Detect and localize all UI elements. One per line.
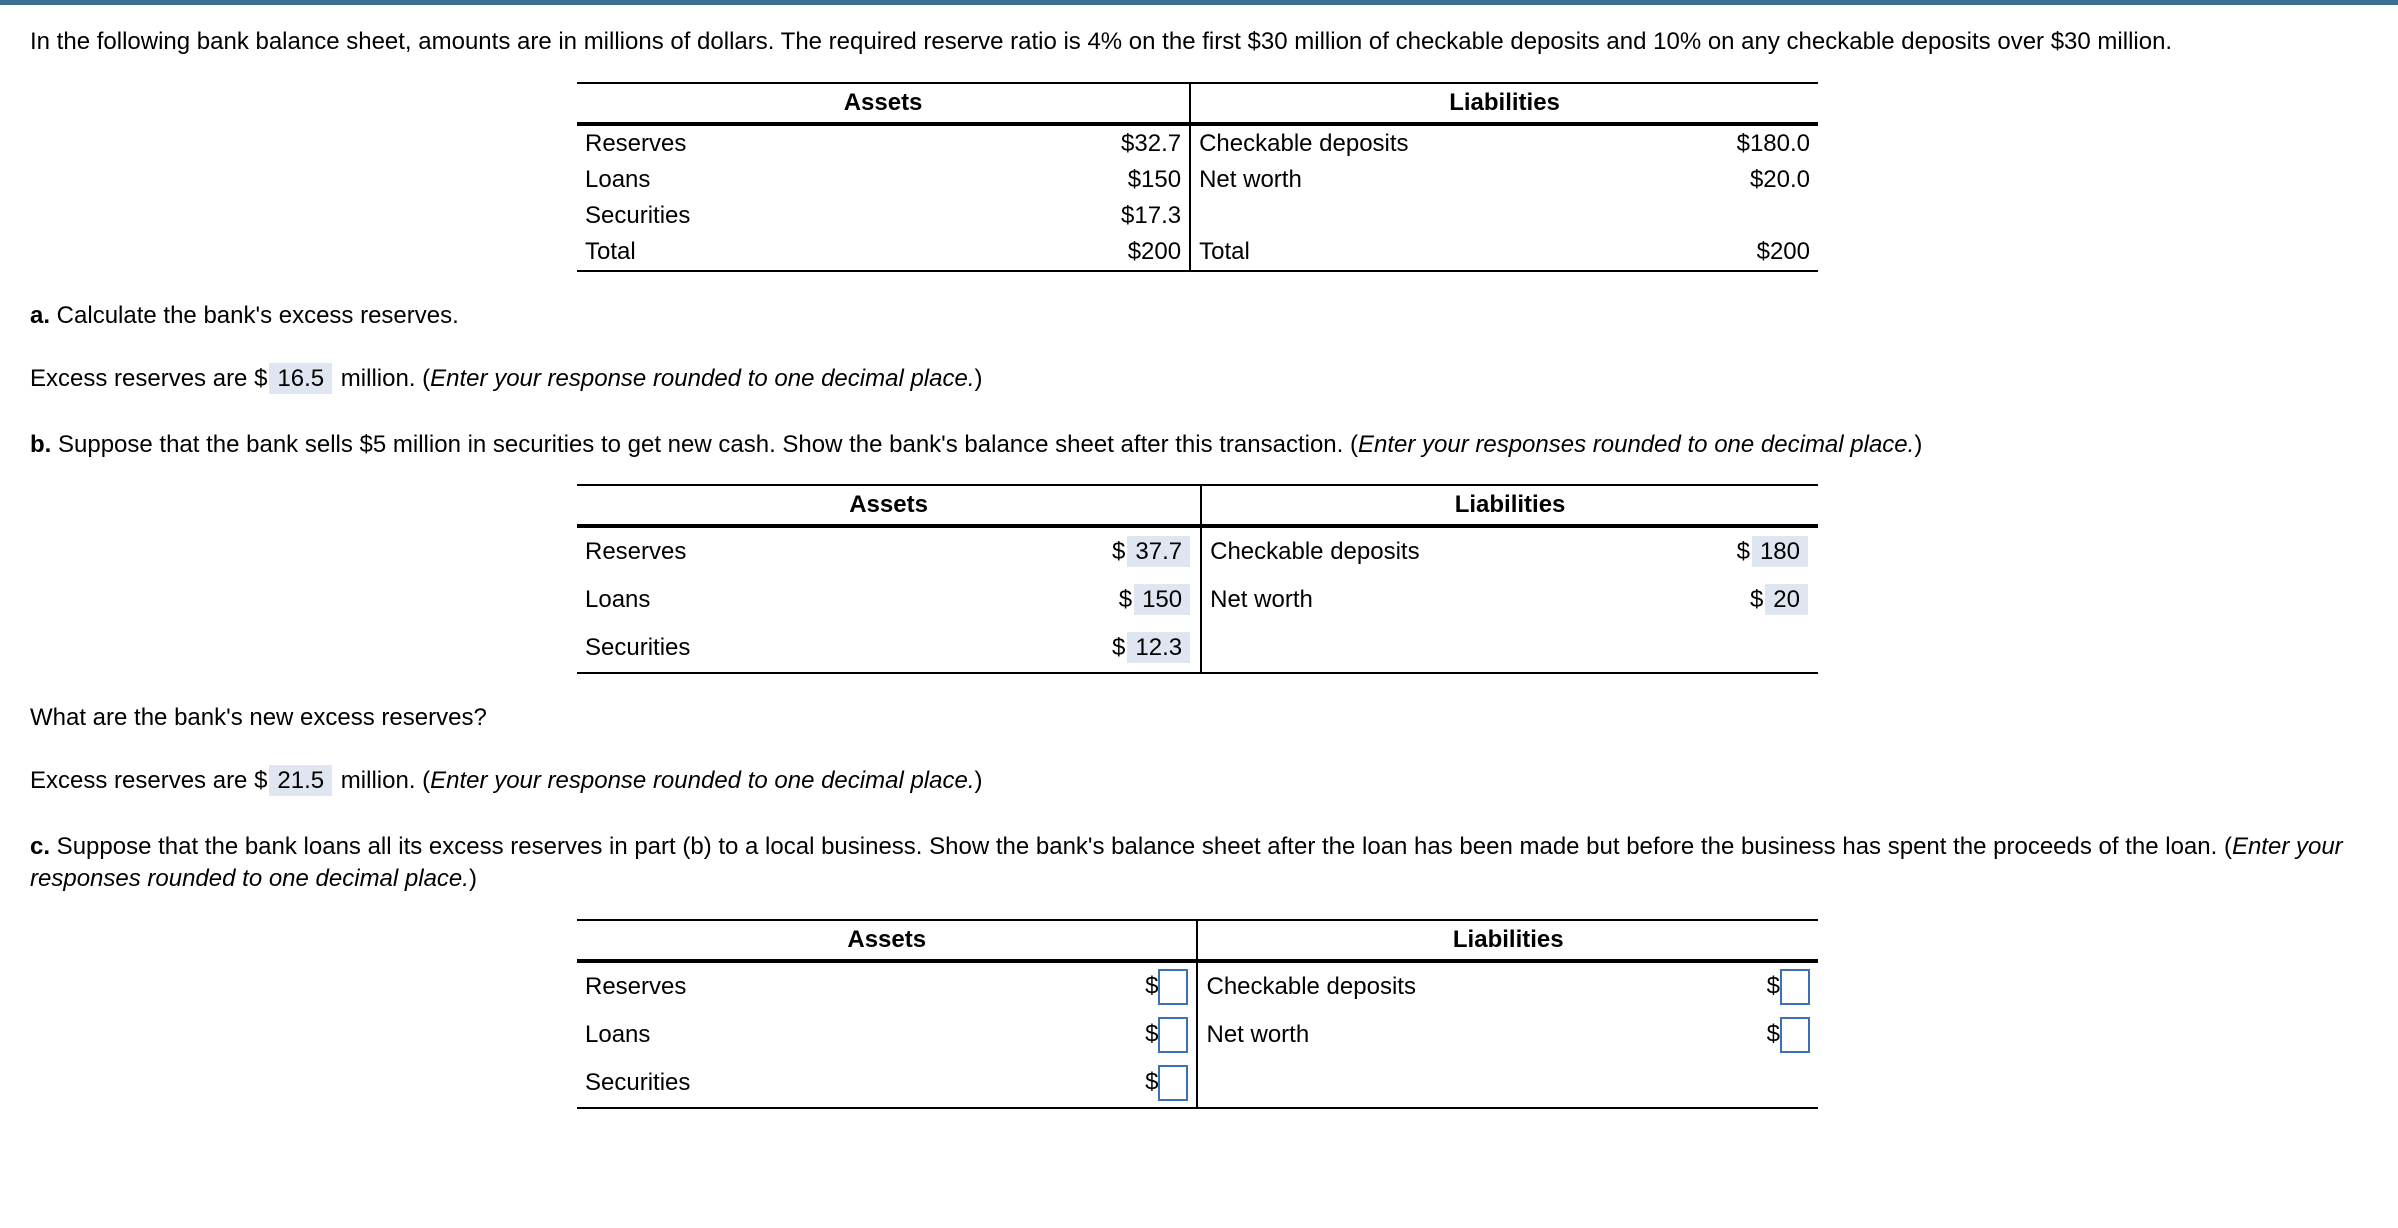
part-c-instruction: Enter your responses rounded to one decimal place. (30, 833, 2343, 892)
currency-symbol: $ (1145, 1020, 1159, 1048)
liability-label: Net worth (1210, 586, 1313, 613)
liability-label: Net worth (1206, 1021, 1310, 1048)
table-row (577, 162, 1818, 198)
liabilities-header: Liabilities (1190, 83, 1818, 124)
currency-symbol: $ (1749, 586, 1764, 613)
part-c-question (30, 831, 2380, 895)
empty-cell (1733, 1059, 1818, 1108)
part-c-label: c. (30, 833, 51, 860)
asset-label: Reserves (585, 973, 687, 1000)
liabilities-header: Liabilities (1197, 920, 1818, 961)
asset-label: Reserves (585, 130, 687, 157)
asset-value: $32.7 (1105, 124, 1190, 162)
excess-reserves-answer-field[interactable]: 16.5 (269, 363, 332, 394)
liability-value: $180.0 (1736, 130, 1810, 157)
part-b-close: ) (1914, 431, 1923, 458)
part-c-text: Suppose that the bank loans all its excess reserves in part (b) to a local business. Show the bank's balance sheet after the loan has been made but before the business has spent the proceeds of the loan. ( (50, 833, 2232, 860)
answer-suffix: million. ( (334, 365, 431, 392)
answer-instruction: Enter your response rounded to one decimal place. (430, 767, 975, 794)
currency-symbol: $ (1112, 538, 1126, 565)
currency-symbol: $ (1145, 972, 1159, 1000)
currency-symbol: $ (1736, 538, 1750, 565)
asset-label: Securities (577, 624, 1095, 673)
table-row (577, 526, 1818, 576)
net-worth-answer-field[interactable]: 20 (1765, 584, 1808, 615)
asset-value: $17.3 (1105, 198, 1190, 234)
table-row (577, 1011, 1818, 1059)
liability-value: $20.0 (1749, 166, 1810, 193)
asset-value: $200 (1105, 234, 1190, 271)
asset-value-cell (1095, 526, 1201, 576)
checkable-deposits-answer-field[interactable]: 180 (1752, 536, 1808, 567)
asset-label: Loans (585, 166, 651, 193)
intro-text: In the following bank balance sheet, amounts are in millions of dollars. The required reserve ratio is 4% on the first $30 million of checkable deposits and 10% on any checkable deposits over $30 million. (30, 28, 2173, 55)
part-a-label: a. (30, 302, 51, 329)
table-row (577, 576, 1818, 624)
liability-label: Net worth (1199, 166, 1302, 193)
currency-symbol: $ (1766, 1020, 1780, 1048)
table-row (577, 1059, 1818, 1108)
asset-label: Loans (585, 1021, 651, 1048)
balance-sheet-part-c (577, 919, 1818, 1109)
answer-suffix: million. ( (334, 767, 431, 794)
part-a-text: Calculate the bank's excess reserves. (50, 302, 459, 329)
asset-value-cell (1095, 576, 1201, 624)
loans-answer-field[interactable]: 150 (1134, 584, 1190, 615)
empty-cell (1197, 1059, 1732, 1108)
table-row (577, 624, 1818, 673)
liability-value-cell (1733, 1011, 1818, 1059)
net-worth-input[interactable] (1780, 1017, 1810, 1053)
currency-symbol: $ (1112, 634, 1126, 661)
top-accent-bar (0, 0, 2398, 5)
liability-label: Total (1190, 234, 1719, 271)
currency-symbol: $ (1766, 972, 1780, 1000)
asset-value-cell (1111, 1059, 1197, 1108)
assets-header: Assets (577, 920, 1197, 961)
assets-header: Assets (577, 83, 1190, 124)
asset-value-cell (1111, 1011, 1197, 1059)
liability-label: Checkable deposits (1210, 538, 1420, 565)
liability-value-cell (1721, 526, 1818, 576)
liability-value-cell (1721, 576, 1818, 624)
liability-value: $200 (1719, 234, 1818, 271)
asset-label: Loans (585, 586, 651, 613)
securities-answer-field[interactable]: 12.3 (1127, 632, 1190, 663)
assets-header: Assets (577, 485, 1201, 526)
part-b-text: Suppose that the bank sells $5 million in securities to get new cash. Show the bank's balance sheet after this transaction. ( (51, 431, 1358, 458)
part-b-new-question: What are the bank's new excess reserves? (30, 704, 487, 731)
answer-instruction: Enter your response rounded to one decimal place. (430, 365, 975, 392)
answer-close: ) (974, 767, 983, 794)
loans-input[interactable] (1158, 1017, 1188, 1053)
securities-input[interactable] (1158, 1065, 1188, 1101)
part-b-label: b. (30, 431, 52, 458)
asset-label: Securities (577, 1059, 1111, 1108)
part-b-answer (30, 765, 983, 797)
liability-value-cell (1733, 961, 1818, 1011)
currency-symbol: $ (1118, 586, 1133, 613)
table-row (577, 961, 1818, 1011)
liability-label (1190, 198, 1719, 234)
asset-label: Securities (585, 202, 691, 229)
liability-value (1719, 198, 1818, 234)
answer-prefix: Excess reserves are $ (30, 767, 268, 794)
table-row (577, 124, 1818, 162)
empty-cell (1721, 624, 1818, 673)
currency-symbol: $ (1145, 1068, 1159, 1096)
part-b-question (30, 429, 1922, 461)
part-a-question (30, 300, 459, 332)
part-b-instruction: Enter your responses rounded to one decimal place. (1357, 431, 1915, 458)
asset-value: $150 (1105, 162, 1190, 198)
reserves-answer-field[interactable]: 37.7 (1127, 536, 1190, 567)
asset-label: Total (577, 234, 1105, 271)
checkable-deposits-input[interactable] (1780, 969, 1810, 1005)
liability-label: Checkable deposits (1199, 130, 1409, 157)
asset-value-cell (1095, 624, 1201, 673)
table-row (577, 198, 1818, 234)
empty-cell (1201, 624, 1720, 673)
asset-label: Reserves (585, 538, 687, 565)
answer-prefix: Excess reserves are $ (30, 365, 268, 392)
new-excess-reserves-answer-field[interactable]: 21.5 (269, 765, 332, 796)
answer-close: ) (974, 365, 983, 392)
asset-value-cell (1111, 961, 1197, 1011)
table-row-total (577, 234, 1818, 271)
reserves-input[interactable] (1158, 969, 1188, 1005)
part-a-answer (30, 363, 983, 395)
balance-sheet-original (577, 82, 1818, 272)
balance-sheet-part-b (577, 484, 1818, 674)
liabilities-header: Liabilities (1201, 485, 1818, 526)
part-c-close: ) (468, 865, 477, 892)
liability-label: Checkable deposits (1206, 973, 1416, 1000)
